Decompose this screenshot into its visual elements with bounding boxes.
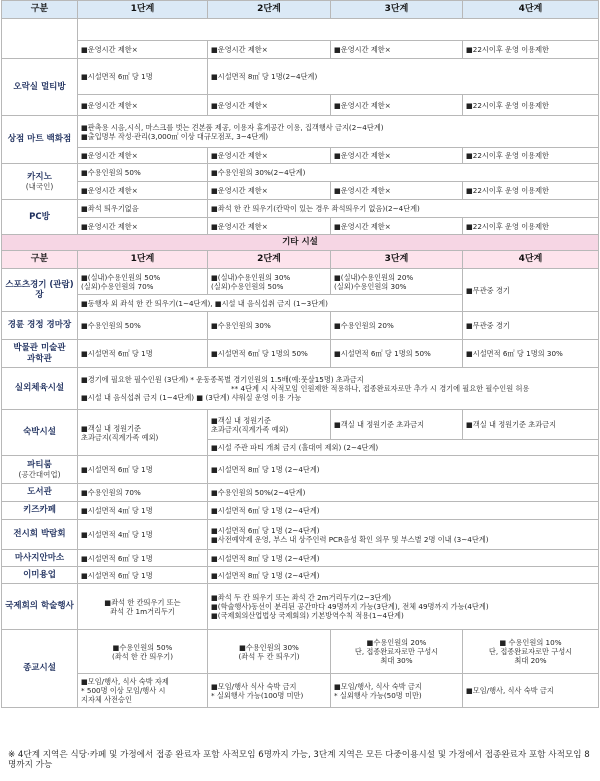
text-line: ■사전예약제 운영, 부스 내 상주인력 PCR음성 확인 의무 및 부스별 2명 이내 (3~4단계) (211, 534, 489, 544)
table-cell: ■시설면적 8㎡ 당 1명 (2~4단계) (208, 550, 599, 567)
text-line: ■시설면적 6㎡ 당 1명 (2~4단계) (211, 525, 320, 535)
text-line: ■출입명부 작성·관리(3,000㎡ 이상 대규모점포, 3~4단계) (81, 131, 269, 141)
header-cell: 4단계 (463, 1, 599, 19)
header-cell: 2단계 (208, 251, 331, 269)
table-cell: ■운영시간 제한× (208, 148, 331, 164)
header-cell: 3단계 (331, 1, 463, 19)
table-cell: ■좌석 한 칸 띄우기(칸막이 있는 경우 좌석띄우기 없음)(2~4단계) (208, 200, 599, 218)
table-cell: ■객실 내 정원기준 초과금지 (463, 410, 599, 440)
text-line: 좌석 간 1m거리두기 (110, 606, 175, 616)
table-cell (331, 269, 463, 295)
table-cell: ■좌석 띄우기없음 (78, 200, 208, 218)
text-line: ■수용인원의 50% (112, 642, 173, 652)
text-line: ■(실내)수용인원의 20% (334, 272, 414, 282)
text-line: 단, 접종완료자로만 구성시 (354, 647, 439, 656)
table-cell: ■모임/행사, 식사 숙박 금지 (463, 674, 599, 708)
table-row (2, 164, 599, 182)
table-cell (78, 368, 599, 410)
header-cell: 1단계 (78, 1, 208, 19)
text-line: ■경기에 필요한 필수인원 (3단계) * 운동종목별 경기인원의 1.5배(예:풋살15명) 초과금지 (81, 375, 364, 384)
text-line: ■시설 내 음식섭취 금지 (1~4단계) ■ (3단계) 샤워실 운영 이용 가능 (81, 393, 302, 402)
table-row (2, 59, 599, 95)
table-cell: ■시설면적 6㎡ 당 1명 (78, 59, 208, 95)
text-line: * 실외행사 가능(50명 미만) (334, 690, 422, 700)
text-line: ■객실 내 정원기준 (211, 415, 271, 425)
table-cell: ■시설 주관 파티 개최 금지 (홀대여 제외) (2~4단계) (208, 440, 599, 456)
text-line: ■수용인원의 30% (239, 642, 299, 652)
table-cell: ■시설면적 6㎡ 당 1명 (78, 550, 208, 567)
table-row (2, 312, 599, 340)
table-row (2, 19, 599, 41)
category-cell: 국제회의 학술행사 (2, 584, 78, 630)
header-cell: 1단계 (78, 251, 208, 269)
table-cell: ■수용인원의 50%(2~4단계) (208, 484, 599, 502)
text-line: ■좌석 두 칸 띄우기 또는 좌석 간 2m거리두기(2~3단계) (211, 593, 392, 602)
header-cell: 3단계 (331, 251, 463, 269)
text-line: (실외)수용인원의 50% (211, 281, 284, 291)
table-cell (208, 584, 599, 630)
table-cell: ■22시이후 운영 이용제한 (463, 41, 599, 59)
table-row (2, 410, 599, 440)
table-cell (78, 116, 599, 148)
table-cell (463, 630, 599, 674)
table-cell: ■운영시간 제한× (331, 41, 463, 59)
table-row (2, 340, 599, 368)
category-cell (2, 456, 78, 484)
category-cell: 박물관 미술관 과학관 (2, 340, 78, 368)
table-row (2, 368, 599, 410)
header-cell: 구분 (2, 1, 78, 19)
table-row (2, 630, 599, 674)
section-title: 기타 시설 (2, 235, 599, 251)
rules-table (1, 0, 599, 708)
table-cell (78, 674, 208, 708)
category-cell: 경륜 경정 경마장 (2, 312, 78, 340)
empty-cell (78, 19, 599, 41)
category-cell: 오락실 멀티방 (2, 59, 78, 116)
footnote: ※ 4단계 지역은 식당·카페 및 가정에서 접종 완료자 포함 사적모임 6명까지 가능, 3단계 지역은 모든 다중이용시설 및 가정에서 접종완료자 포함 사적모임 8명까지 가능 (8, 750, 590, 771)
table-cell (331, 674, 463, 708)
table-row (2, 584, 599, 630)
table-cell: ■운영시간 제한× (78, 41, 208, 59)
table-cell (78, 630, 208, 674)
text-line: * 500명 이상 모임/행사 시 (81, 686, 166, 695)
table-cell: ■동행자 외 좌석 한 칸 띄우기(1~4단계), ■시설 내 음식섭취 금지 (1~3단계) (78, 295, 463, 312)
text-line: 초과금지(직계가족 예외) (211, 424, 289, 434)
table-cell: ■시설면적 8㎡ 당 1명(2~4단계) (208, 59, 599, 95)
table-row (2, 567, 599, 584)
text-line: ■좌석 한 칸띄우기 또는 (104, 597, 181, 607)
category-cell: PC방 (2, 200, 78, 235)
text-line: ■모임/행사, 식사 숙박 자제 (81, 677, 169, 686)
category-label: 파티룸 (27, 459, 52, 470)
category-cell: 이미용업 (2, 567, 78, 584)
table-row (2, 95, 599, 116)
text-line: * 실외행사 가능(100명 미만) (211, 690, 304, 700)
table-cell: ■운영시간 제한× (331, 148, 463, 164)
table-cell: ■시설면적 6㎡ 당 1명의 50% (331, 340, 463, 368)
category-cell: 전시회 박람회 (2, 520, 78, 550)
text-line: 단, 접종완료자로만 구성시 (488, 647, 573, 656)
table-row (2, 41, 599, 59)
text-line: 최대 20% (514, 656, 547, 665)
header-cell: 구분 (2, 251, 78, 269)
table-cell: ■수용인원의 50% (78, 312, 208, 340)
category-label: 카지노 (27, 171, 52, 182)
table-cell: ■운영시간 제한× (208, 41, 331, 59)
text-line: (실외)수용인원의 70% (81, 281, 154, 291)
table-cell: ■객실 내 정원기준 초과금지 (331, 410, 463, 440)
table-cell: ■시설면적 6㎡ 당 1명 (78, 456, 208, 484)
category-cell (2, 164, 78, 200)
header-cell: 4단계 (463, 251, 599, 269)
text-line: ■판촉용 시음,시식, 마스크를 벗는 견본품 제공, 이용자 휴게공간 이용, 집객행사 금지(2~4단계) (81, 122, 384, 132)
category-cell (2, 19, 78, 59)
table-row (2, 456, 599, 484)
table-cell (78, 584, 208, 630)
table-cell (208, 520, 599, 550)
table-cell: ■운영시간 제한× (331, 182, 463, 200)
table-row (2, 550, 599, 567)
table-cell: ■22시이후 운영 이용제한 (463, 148, 599, 164)
table-cell: ■운영시간 제한× (78, 148, 208, 164)
category-cell: 종교시설 (2, 630, 78, 708)
table-cell: ■시설면적 6㎡ 당 1명 (2~4단계) (208, 502, 599, 520)
table-row (2, 484, 599, 502)
header-row (2, 251, 599, 269)
table-row (2, 116, 599, 148)
table-cell: ■수용인원의 50% (78, 164, 208, 182)
table-cell: ■22시이후 운영 이용제한 (463, 95, 599, 116)
category-cell: 스포츠경기 (관람)장 (2, 269, 78, 312)
text-line: 최대 30% (380, 656, 413, 665)
table-cell: ■22시이후 운영 이용제한 (463, 218, 599, 235)
category-cell: 키즈카페 (2, 502, 78, 520)
text-line: (좌석 한 칸 띄우기) (111, 651, 174, 661)
category-cell: 상점 마트 백화점 (2, 116, 78, 164)
text-line: ■(실내)수용인원의 50% (81, 272, 161, 282)
table-cell: ■운영시간 제한× (208, 218, 331, 235)
text-line: ■모임/행사, 식사 숙박 금지 (334, 681, 422, 691)
table-cell: ■무관중 경기 (463, 269, 599, 312)
table-cell: ■운영시간 제한× (78, 182, 208, 200)
category-cell: 도서관 (2, 484, 78, 502)
table-cell: ■시설면적 6㎡ 당 1명 (78, 567, 208, 584)
table-cell: ■시설면적 8㎡ 당 1명 (2~4단계) (208, 456, 599, 484)
table-cell: ■22시이후 운영 이용제한 (463, 182, 599, 200)
text-line: ** 4단계 시 사적모임 인원제한 적용하나, 접종완료자로만 추가 시 경기에 필요한 필수인원 허용 (231, 384, 530, 393)
table-row (2, 502, 599, 520)
text-line: (실외)수용인원의 30% (334, 281, 407, 291)
table-cell: ■시설면적 6㎡ 당 1명 (78, 340, 208, 368)
table-cell (78, 269, 208, 295)
table-cell (331, 630, 463, 674)
table-cell: ■시설면적 4㎡ 당 1명 (78, 520, 208, 550)
text-line: ■ 수용인원의 10% (499, 638, 562, 647)
header-cell: 2단계 (208, 1, 331, 19)
category-sublabel: (공간대여업) (18, 470, 61, 480)
text-line: ■(국제회의산업법상 국제회의) 기본방역수칙 적용(1~4단계) (211, 611, 404, 620)
table-cell (208, 410, 331, 440)
table-cell: ■수용인원의 20% (331, 312, 463, 340)
text-line: ■(실내)수용인원의 30% (211, 272, 291, 282)
table-cell (208, 269, 331, 295)
table-cell: ■시설면적 6㎡ 당 1명의 50% (208, 340, 331, 368)
table-cell: ■운영시간 제한× (208, 95, 331, 116)
table-cell: ■운영시간 제한× (208, 182, 331, 200)
text-line: ■모임/행사 식사 숙박 금지 (211, 681, 297, 691)
table-cell (78, 410, 208, 456)
table-cell: ■수용인원의 30%(2~4단계) (208, 164, 599, 182)
text-line: ■(학술행사)동선이 분리된 공간마다 49명까지 가능(3단계), 전체 49명까지 가능(4단계) (211, 602, 489, 611)
table-cell (208, 630, 331, 674)
table-cell: ■운영시간 제한× (78, 95, 208, 116)
table-row (2, 218, 599, 235)
category-cell: 마사지안마소 (2, 550, 78, 567)
table-cell: ■수용인원의 70% (78, 484, 208, 502)
table-row (2, 674, 599, 708)
table-cell: ■운영시간 제한× (78, 218, 208, 235)
table-cell: ■운영시간 제한× (331, 95, 463, 116)
table-cell (208, 674, 331, 708)
section-row (2, 235, 599, 251)
text-line: (좌석 두 칸 띄우기) (238, 651, 300, 661)
table-cell: ■수용인원의 30% (208, 312, 331, 340)
table-cell: ■운영시간 제한× (331, 218, 463, 235)
table-row (2, 148, 599, 164)
table-row (2, 200, 599, 218)
table-cell: ■무관중 경기 (463, 312, 599, 340)
table-cell: ■시설면적 6㎡ 당 1명의 30% (463, 340, 599, 368)
table-row (2, 269, 599, 295)
category-cell: 실외체육시설 (2, 368, 78, 410)
table-cell: ■시설면적 4㎡ 당 1명 (78, 502, 208, 520)
header-row (2, 1, 599, 19)
table-row (2, 182, 599, 200)
category-cell: 숙박시설 (2, 410, 78, 456)
text-line: ■수용인원의 20% (366, 638, 427, 647)
text-line: 초과금지(직계가족 예외) (81, 432, 159, 442)
text-line: ■객실 내 정원기준 (81, 423, 141, 433)
text-line: 지자체 사전승인 (81, 695, 132, 704)
table-row (2, 520, 599, 550)
category-sublabel: (내국인) (25, 182, 54, 192)
table-cell: ■시설면적 8㎡ 당 1명 (2~4단계) (208, 567, 599, 584)
